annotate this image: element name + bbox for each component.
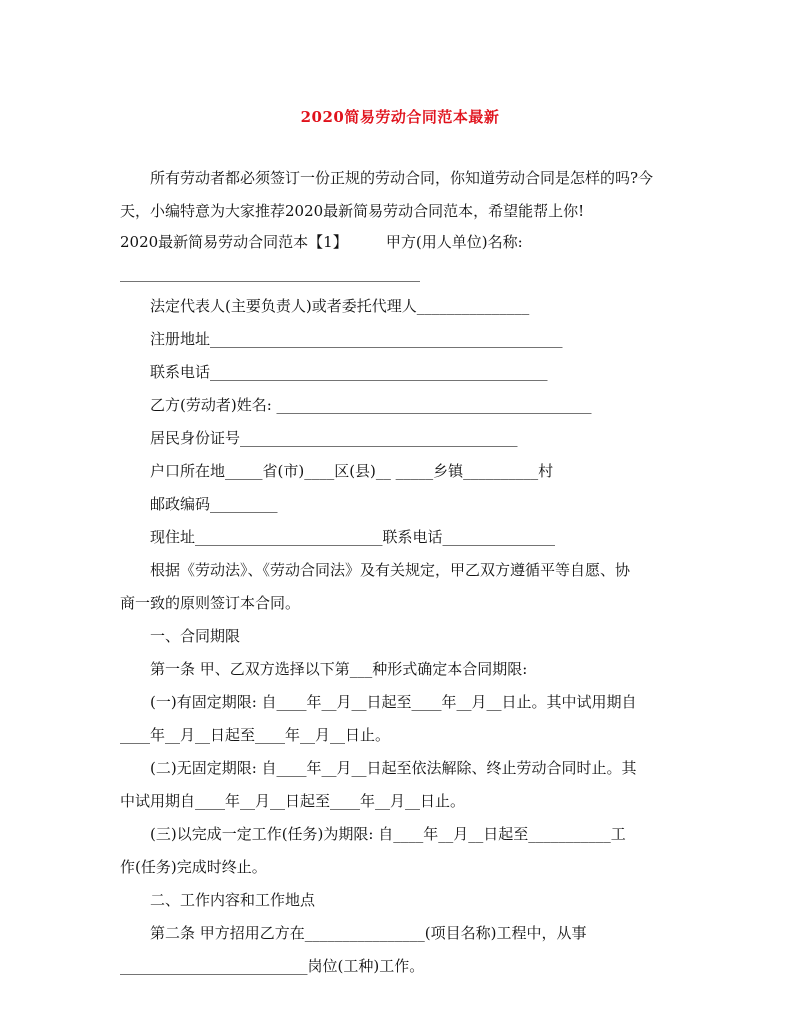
- employer-phone-line: 联系电话_____________________________________________: [150, 363, 548, 381]
- employer-name-blank: ________________________________________: [120, 264, 420, 282]
- document-title: 2020简易劳动合同范本最新: [300, 108, 500, 126]
- section-heading-line: 2020最新简易劳动合同范本【1】 甲方(用人单位)名称:: [120, 233, 523, 251]
- open-term-line-1: (二)无固定期限: 自____年__月__日起至依法解除、终止劳动合同时止。其: [150, 759, 637, 777]
- basis-line-2: 商一致的原则签订本合同。: [120, 594, 301, 612]
- task-term-line-2: 作(任务)完成时终止。: [120, 858, 267, 876]
- contract-term-heading: 一、合同期限: [150, 627, 241, 645]
- postal-code-line: 邮政编码_________: [150, 495, 278, 513]
- intro-line-1: 所有劳动者都必须签订一份正规的劳动合同，你知道劳动合同是怎样的吗?今: [150, 169, 654, 187]
- fixed-term-line-1: (一)有固定期限: 自____年__月__日起至____年__月__日止。其中试用期自: [150, 693, 637, 711]
- intro-line-2: 天，小编特意为大家推荐2020最新简易劳动合同范本，希望能帮上你!: [120, 202, 585, 220]
- article-one-line: 第一条 甲、乙双方选择以下第___种形式确定本合同期限:: [150, 660, 528, 678]
- open-term-line-2: 中试用期自____年__月__日起至____年__月__日止。: [120, 792, 466, 810]
- employee-name-line: 乙方(劳动者)姓名: __________________________________________: [150, 396, 592, 414]
- current-address-line: 现住址_________________________联系电话_______________: [150, 528, 556, 546]
- legal-representative-line: 法定代表人(主要负责人)或者委托代理人_______________: [150, 297, 530, 315]
- task-term-line-1: (三)以完成一定工作(任务)为期限: 自____年__月__日起至___________工: [150, 825, 626, 843]
- basis-line-1: 根据《劳动法》、《劳动合同法》及有关规定，甲乙双方遵循平等自愿、协: [150, 561, 631, 579]
- household-registration-line: 户口所在地_____省(市)____区(县)__ _____乡镇__________村: [150, 462, 554, 480]
- registered-address-line: 注册地址_______________________________________________: [150, 330, 563, 348]
- fixed-term-line-2: ____年__月__日起至____年__月__日止。: [120, 726, 391, 744]
- id-number-line: 居民身份证号_____________________________________: [150, 429, 518, 447]
- article-two-line-1: 第二条 甲方招用乙方在________________(项目名称)工程中，从事: [150, 924, 587, 942]
- article-two-line-2: _________________________岗位(工种)工作。: [120, 957, 425, 975]
- work-content-heading: 二、工作内容和工作地点: [150, 891, 316, 909]
